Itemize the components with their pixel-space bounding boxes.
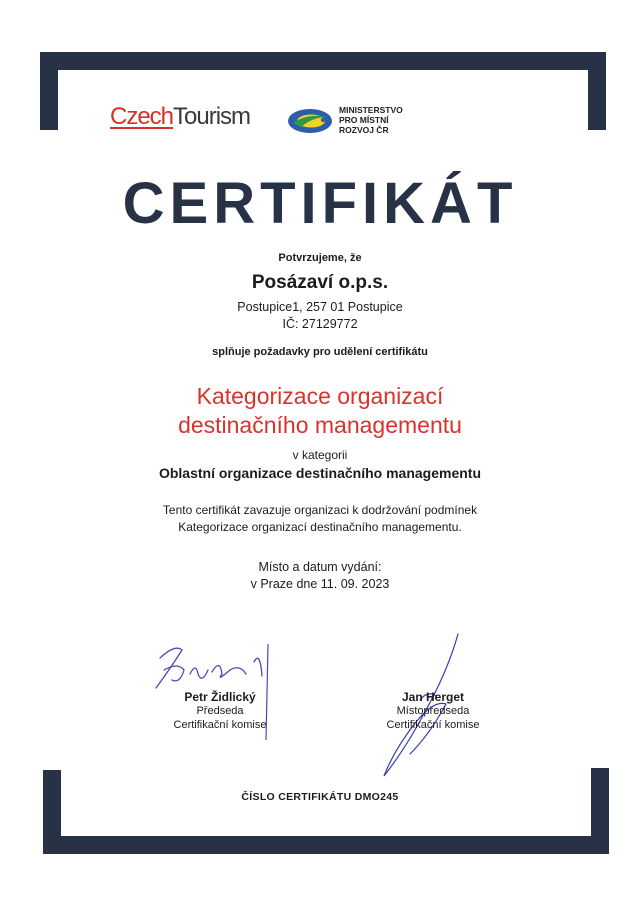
obligation-text: Tento certifikát zavazuje organizaci k dodržování podmínek Kategorizace organizací destinačního managementu.: [162, 503, 478, 534]
frame-bottom-left-corner: [43, 770, 61, 854]
requirement-text: splňuje požadavky pro udělení certifikátu: [212, 346, 428, 358]
issue-label: Místo a datum vydání:: [258, 560, 382, 574]
in-category-label: v kategorii: [292, 448, 348, 462]
organization-ic: IČ: 27129772: [282, 317, 358, 331]
frame-top-right-corner: [588, 52, 606, 130]
signatory-left: Petr Židlický Předseda Certifikační komise: [173, 690, 267, 731]
organization-address: Postupice1, 257 01 Postupice: [237, 300, 403, 314]
confirm-text: Potvrzujeme, že: [278, 252, 362, 264]
category-title: Kategorizace organizací destinačního managementu: [178, 383, 462, 438]
frame-bottom-right-corner: [591, 768, 609, 854]
czechtourism-logo: CzechTourism: [110, 103, 251, 130]
issue-place-date: [0, 559, 640, 593]
ministry-logo-text: MINISTERSTVO PRO MÍSTNÍ ROZVOJ ČR: [339, 105, 403, 135]
ministry-emblem-icon: [287, 107, 333, 135]
frame-top-bar: [40, 52, 606, 70]
frame-top-left-corner: [40, 52, 58, 130]
organization-name: Posázaví o.p.s.: [251, 272, 389, 293]
certificate-title: CERTIFIKÁT: [122, 171, 518, 236]
category-name: Oblastní organizace destinačního managementu: [158, 465, 482, 481]
frame-bottom-bar: [43, 836, 609, 854]
certificate-number: ČÍSLO CERTIFIKÁTU DMO245: [241, 791, 399, 803]
signatory-right: Jan Herget Místopředseda Certifikační komise: [386, 690, 480, 731]
organization-details: [0, 299, 640, 333]
issue-value: v Praze dne 11. 09. 2023: [250, 577, 390, 591]
